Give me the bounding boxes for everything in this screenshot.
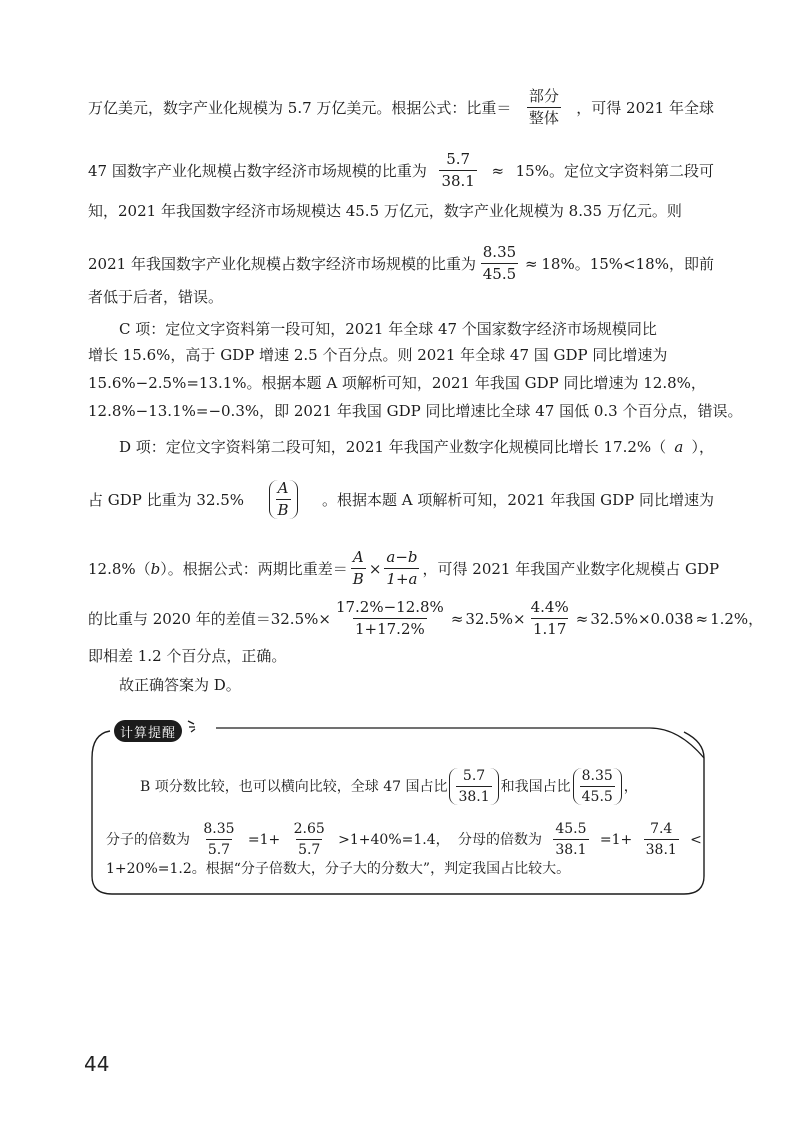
text: 12.8%−13.1%=−0.3%，即 2021 年我国 GDP 同比增速比全球 47 国低 0.3 个百分点，错误。 (88, 402, 743, 420)
text: ，可得 2021 年我国产业数字化规模占 GDP (422, 559, 720, 578)
text: 分母的倍数为 (458, 831, 542, 848)
fraction-denominator: 38.1 (456, 786, 491, 804)
text: 47 国数字产业化规模占数字经济市场规模的比重为 (88, 161, 427, 180)
text: 万亿美元，数字产业化规模为 5.7 万亿美元。根据公式：比重＝ (88, 98, 512, 117)
text: 1.2%， (710, 609, 764, 628)
text: 。根据本题 A 项解析可知，2021 年我国 GDP 同比增速为 (322, 490, 714, 509)
answer-line (119, 674, 714, 696)
text: 2021 年我国数字产业化规模占数字经济市场规模的比重为 (88, 254, 476, 273)
approx-sign: ≈ (450, 609, 464, 628)
fraction-denominator: 整体 (528, 109, 559, 127)
text: 32.5%×0.038 (590, 609, 694, 628)
approx-sign: ≈ (491, 161, 505, 180)
fraction-denominator: B (352, 570, 364, 588)
tip-title-badge: 计算提醒 (114, 720, 182, 742)
spark-icon (186, 718, 204, 734)
line-d5 (88, 645, 714, 667)
line-c1 (119, 318, 714, 340)
text: 增长 15.6%，高于 GDP 增速 2.5 个百分点。则 2021 年全球 47 国 GDP 同比增速为 (88, 346, 668, 364)
fraction (481, 245, 518, 282)
fraction-denominator: 1+a (386, 570, 418, 588)
page-number: 44 (84, 1052, 110, 1076)
tip-line-1 (140, 768, 702, 805)
fraction-numerator: 7.4 (650, 821, 673, 837)
approx-sign: ≈ (695, 609, 709, 628)
fraction-denominator: 38.1 (644, 839, 679, 857)
text: =1+ (599, 831, 633, 848)
text: >1+40%=1.4， (338, 831, 450, 848)
fraction-numerator: A (277, 479, 289, 497)
paren-group (573, 768, 622, 805)
fraction-denominator: 45.5 (482, 265, 517, 283)
answer-text: 故正确答案为 D。 (119, 676, 241, 694)
fraction-numerator: 5.7 (462, 768, 486, 784)
fraction-numerator: 17.2%−12.8% (335, 598, 444, 616)
text: 15%。定位文字资料第二段可 (515, 161, 714, 180)
fraction (529, 600, 571, 637)
fraction-denominator: 45.5 (580, 786, 615, 804)
paren-group (269, 480, 298, 519)
fraction-numerator: 8.35 (203, 821, 235, 837)
text: 者低于后者，错误。 (88, 288, 224, 306)
text: 12.8%（ (88, 559, 151, 578)
line-d3 (88, 548, 720, 588)
fraction-numerator: 部分 (528, 87, 559, 105)
fraction-denominator: 5.7 (296, 839, 322, 857)
text: D 项：定位文字资料第二段可知，2021 年我国产业数字化规模同比增长 17.2%（ (119, 438, 667, 456)
calculation-tip-box (88, 718, 708, 898)
fraction (644, 822, 679, 857)
text: 和我国占比 (500, 778, 571, 795)
line-b1 (88, 89, 714, 126)
fraction (292, 822, 327, 857)
text: ）， (691, 438, 714, 456)
text: 分子的倍数为 (106, 831, 190, 848)
approx-sign: ≈ (524, 254, 538, 273)
fraction (384, 550, 419, 587)
tip-line-3 (106, 858, 702, 880)
fraction-denominator: 1.17 (532, 620, 567, 638)
fraction-numerator: 8.35 (482, 243, 517, 261)
text: 知，2021 年我国数字经济市场规模达 45.5 万亿元，数字产业化规模为 8.35 万亿元。则 (88, 202, 682, 220)
text: =1+ (247, 831, 281, 848)
fraction-part-over-whole (527, 89, 561, 126)
line-c4 (88, 400, 743, 422)
text: ，可得 2021 年全球 (576, 98, 714, 117)
line-b4 (88, 245, 714, 282)
fraction (580, 769, 615, 804)
fraction-denominator: 38.1 (553, 839, 588, 857)
fraction-numerator: 45.5 (555, 821, 587, 837)
line-d2 (88, 480, 714, 519)
line-b5 (88, 286, 714, 308)
approx-sign: ≈ (575, 609, 589, 628)
line-c2 (88, 344, 714, 366)
line-d4 (88, 598, 764, 638)
fraction (351, 550, 366, 587)
fraction (553, 822, 588, 857)
line-c3 (88, 372, 714, 394)
text: 15.6%−2.5%=13.1%。根据本题 A 项解析可知，2021 年我国 GDP 同比增速为 12.8%， (88, 374, 706, 392)
text: 即相差 1.2 个百分点，正确。 (88, 647, 287, 665)
paren-group (449, 768, 498, 805)
text: C 项：定位文字资料第一段可知，2021 年全球 47 个国家数字经济市场规模同比 (119, 320, 657, 338)
text: 1+20%=1.2。根据“分子倍数大，分子大的分数大”，判定我国占比较大。 (106, 861, 571, 877)
text: 的比重与 2020 年的差值＝32.5%× (88, 609, 331, 628)
fraction-numerator: 4.4% (530, 598, 569, 616)
var-b: b (150, 559, 161, 578)
text: ， (623, 778, 638, 795)
fraction-numerator: 2.65 (293, 821, 325, 837)
fraction-numerator: A (352, 548, 364, 566)
fraction-denominator: B (277, 501, 289, 519)
text: 占 GDP 比重为 32.5% (88, 490, 245, 509)
fraction-numerator: a−b (386, 548, 418, 566)
text: B 项分数比较，也可以横向比较，全球 47 国占比 (140, 778, 448, 795)
text: 32.5%× (465, 609, 526, 628)
times-sign: × (368, 559, 382, 578)
fraction-denominator: 1+17.2% (354, 620, 425, 638)
fraction (334, 600, 446, 637)
fraction-numerator: 5.7 (446, 150, 471, 168)
fraction (439, 152, 476, 189)
line-b3 (88, 200, 714, 222)
fraction-a-over-b (276, 481, 291, 518)
fraction-denominator: 5.7 (206, 839, 232, 857)
text: 18%。15%<18%，即前 (541, 254, 714, 273)
fraction-denominator: 38.1 (441, 172, 475, 190)
line-d1 (119, 436, 714, 458)
text: < (690, 831, 702, 848)
fraction (456, 769, 491, 804)
text: ）。根据公式：两期比重差＝ (160, 559, 348, 578)
tip-line-2 (106, 822, 702, 857)
fraction-numerator: 8.35 (581, 768, 613, 784)
fraction (201, 822, 236, 857)
var-a: a (674, 438, 684, 456)
line-b2 (88, 152, 714, 189)
